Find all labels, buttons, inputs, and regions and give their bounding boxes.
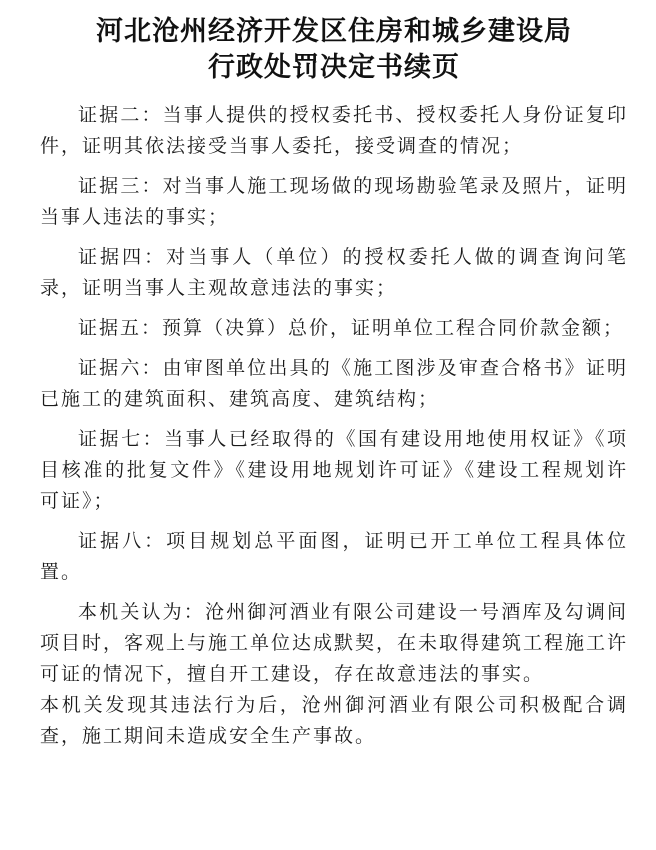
evidence-5-paragraph: 证据五：预算（决算）总价，证明单位工程合同价款金额； [78, 317, 625, 339]
evidence-3-paragraph: 证据三：对当事人施工现场做的现场勘验笔录及照片，证明当事人违法的事实； [40, 175, 628, 228]
evidence-7-paragraph: 证据七：当事人已经取得的《国有建设用地使用权证》《项目核准的批复文件》《建设用地规划许可证》《建设工程规划许可证》； [40, 428, 628, 512]
evidence-2-paragraph: 证据二：当事人提供的授权委托书、授权委托人身份证复印件，证明其依法接受当事人委托，接受调查的情况； [40, 104, 628, 157]
document-title-line1: 河北沧州经济开发区住房和城乡建设局 [96, 16, 572, 47]
agency-observation-paragraph: 本机关发现其违法行为后，沧州御河酒业有限公司积极配合调查，施工期间未造成安全生产事故。 [40, 694, 628, 747]
evidence-6-paragraph: 证据六：由审图单位出具的《施工图涉及审查合格书》证明已施工的建筑面积、建筑高度、建筑结构； [40, 357, 628, 410]
evidence-8-paragraph: 证据八：项目规划总平面图，证明已开工单位工程具体位置。 [40, 530, 628, 583]
document-title-line2: 行政处罚决定书续页 [208, 52, 460, 83]
evidence-4-paragraph: 证据四：对当事人（单位）的授权委托人做的调查询问笔录，证明当事人主观故意违法的事实； [40, 246, 628, 299]
agency-finding-paragraph: 本机关认为：沧州御河酒业有限公司建设一号酒库及勾调间项目时，客观上与施工单位达成默契，在未取得建筑工程施工许可证的情况下，擅自开工建设，存在故意违法的事实。 [40, 601, 629, 685]
